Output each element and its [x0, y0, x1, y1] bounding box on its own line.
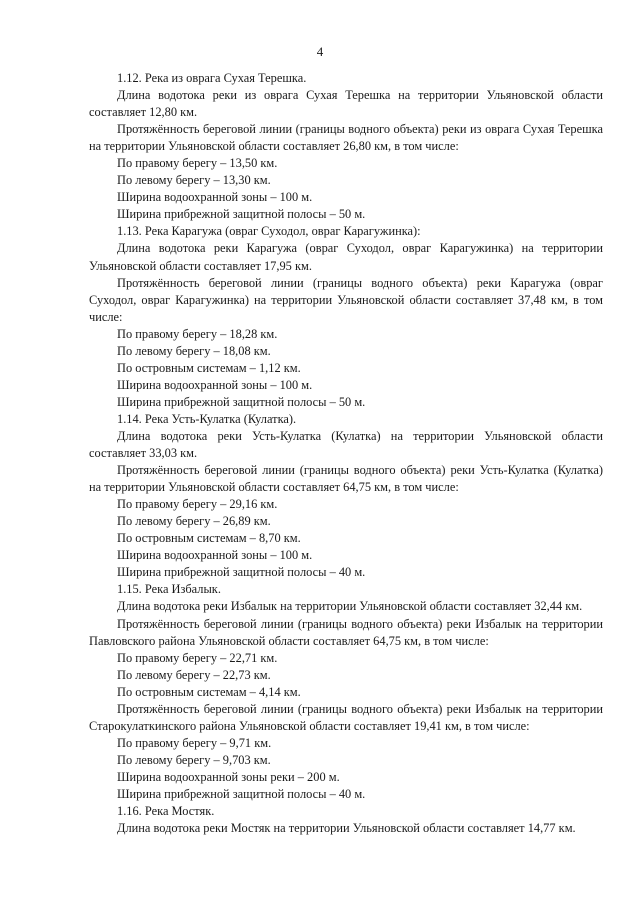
paragraph: Длина водотока реки Карагужа (овраг Суходол, овраг Карагужинка) на территории Ульяновской области составляет 17,95 км.: [89, 241, 603, 273]
list-item: По правому берегу – 18,28 км.: [117, 326, 278, 341]
list-item: По правому берегу – 9,71 км.: [117, 735, 272, 750]
paragraph: Протяжённость береговой линии (границы водного объекта) реки Карагужа (овраг Суходол, овраг Карагужинка) на территории Ульяновской области составляет 37,48 км, в том числе:: [89, 275, 603, 324]
paragraph: 1.14. Река Усть-Кулатка (Кулатка).: [117, 411, 297, 426]
paragraph: 1.15. Река Избалык.: [117, 582, 221, 597]
list-item: Ширина прибрежной защитной полосы – 50 м.: [117, 394, 366, 409]
paragraph: 1.13. Река Карагужа (овраг Суходол, овраг Карагужинка):: [117, 224, 421, 239]
paragraph: Протяжённость береговой линии (границы водного объекта) реки Усть-Кулатка (Кулатка) на территории Ульяновской области составляет 64,75 км, в том числе:: [89, 463, 603, 495]
list-item: По левому берегу – 22,73 км.: [117, 667, 271, 682]
list-item: По левому берегу – 9,703 км.: [117, 752, 271, 767]
list-item: Ширина водоохранной зоны – 100 м.: [117, 377, 313, 392]
paragraph: Длина водотока реки из оврага Сухая Терешка на территории Ульяновской области составляет 12,80 км.: [89, 88, 603, 120]
list-item: По левому берегу – 26,89 км.: [117, 514, 271, 529]
paragraph: Длина водотока реки Усть-Кулатка (Кулатка) на территории Ульяновской области составляет 33,03 км.: [89, 428, 603, 461]
paragraph: Длина водотока реки Мостяк на территории Ульяновской области составляет 14,77 км.: [117, 821, 576, 836]
list-item: По правому берегу – 22,71 км.: [117, 650, 278, 665]
paragraph: Протяжённость береговой линии (границы водного объекта) реки из оврага Сухая Терешка на территории Ульяновской области составляет 26,80 км, в том числе:: [89, 122, 603, 154]
paragraph: Протяжённость береговой линии (границы водного объекта) реки Избалык на территории Старокулаткинского района Ульяновской области составляет 19,41 км, в том числе:: [89, 701, 603, 733]
paragraph: Протяжённость береговой линии (границы водного объекта) реки Избалык на территории Павловского района Ульяновской области составляет 64,75 км, в том числе:: [89, 616, 603, 648]
paragraph: 1.16. Река Мостяк.: [117, 804, 215, 819]
list-item: По левому берегу – 18,08 км.: [117, 343, 271, 358]
list-item: По правому берегу – 13,50 км.: [117, 156, 278, 171]
list-item: Ширина прибрежной защитной полосы – 40 м.: [117, 786, 366, 801]
document-body: [89, 70, 603, 837]
list-item: По островным системам – 8,70 км.: [117, 531, 301, 546]
list-item: По правому берегу – 29,16 км.: [117, 497, 278, 512]
list-item: Ширина прибрежной защитной полосы – 50 м.: [117, 207, 366, 222]
paragraph: Длина водотока реки Избалык на территории Ульяновской области составляет 32,44 км.: [117, 599, 583, 614]
list-item: Ширина прибрежной защитной полосы – 40 м.: [117, 565, 366, 580]
list-item: Ширина водоохранной зоны реки – 200 м.: [117, 769, 340, 784]
page-number: 4: [316, 44, 324, 59]
list-item: Ширина водоохранной зоны – 100 м.: [117, 190, 313, 205]
paragraph: 1.12. Река из оврага Сухая Терешка.: [117, 71, 307, 85]
list-item: По островным системам – 4,14 км.: [117, 684, 301, 699]
list-item: По островным системам – 1,12 км.: [117, 360, 301, 375]
list-item: Ширина водоохранной зоны – 100 м.: [117, 548, 313, 563]
list-item: По левому берегу – 13,30 км.: [117, 173, 271, 188]
